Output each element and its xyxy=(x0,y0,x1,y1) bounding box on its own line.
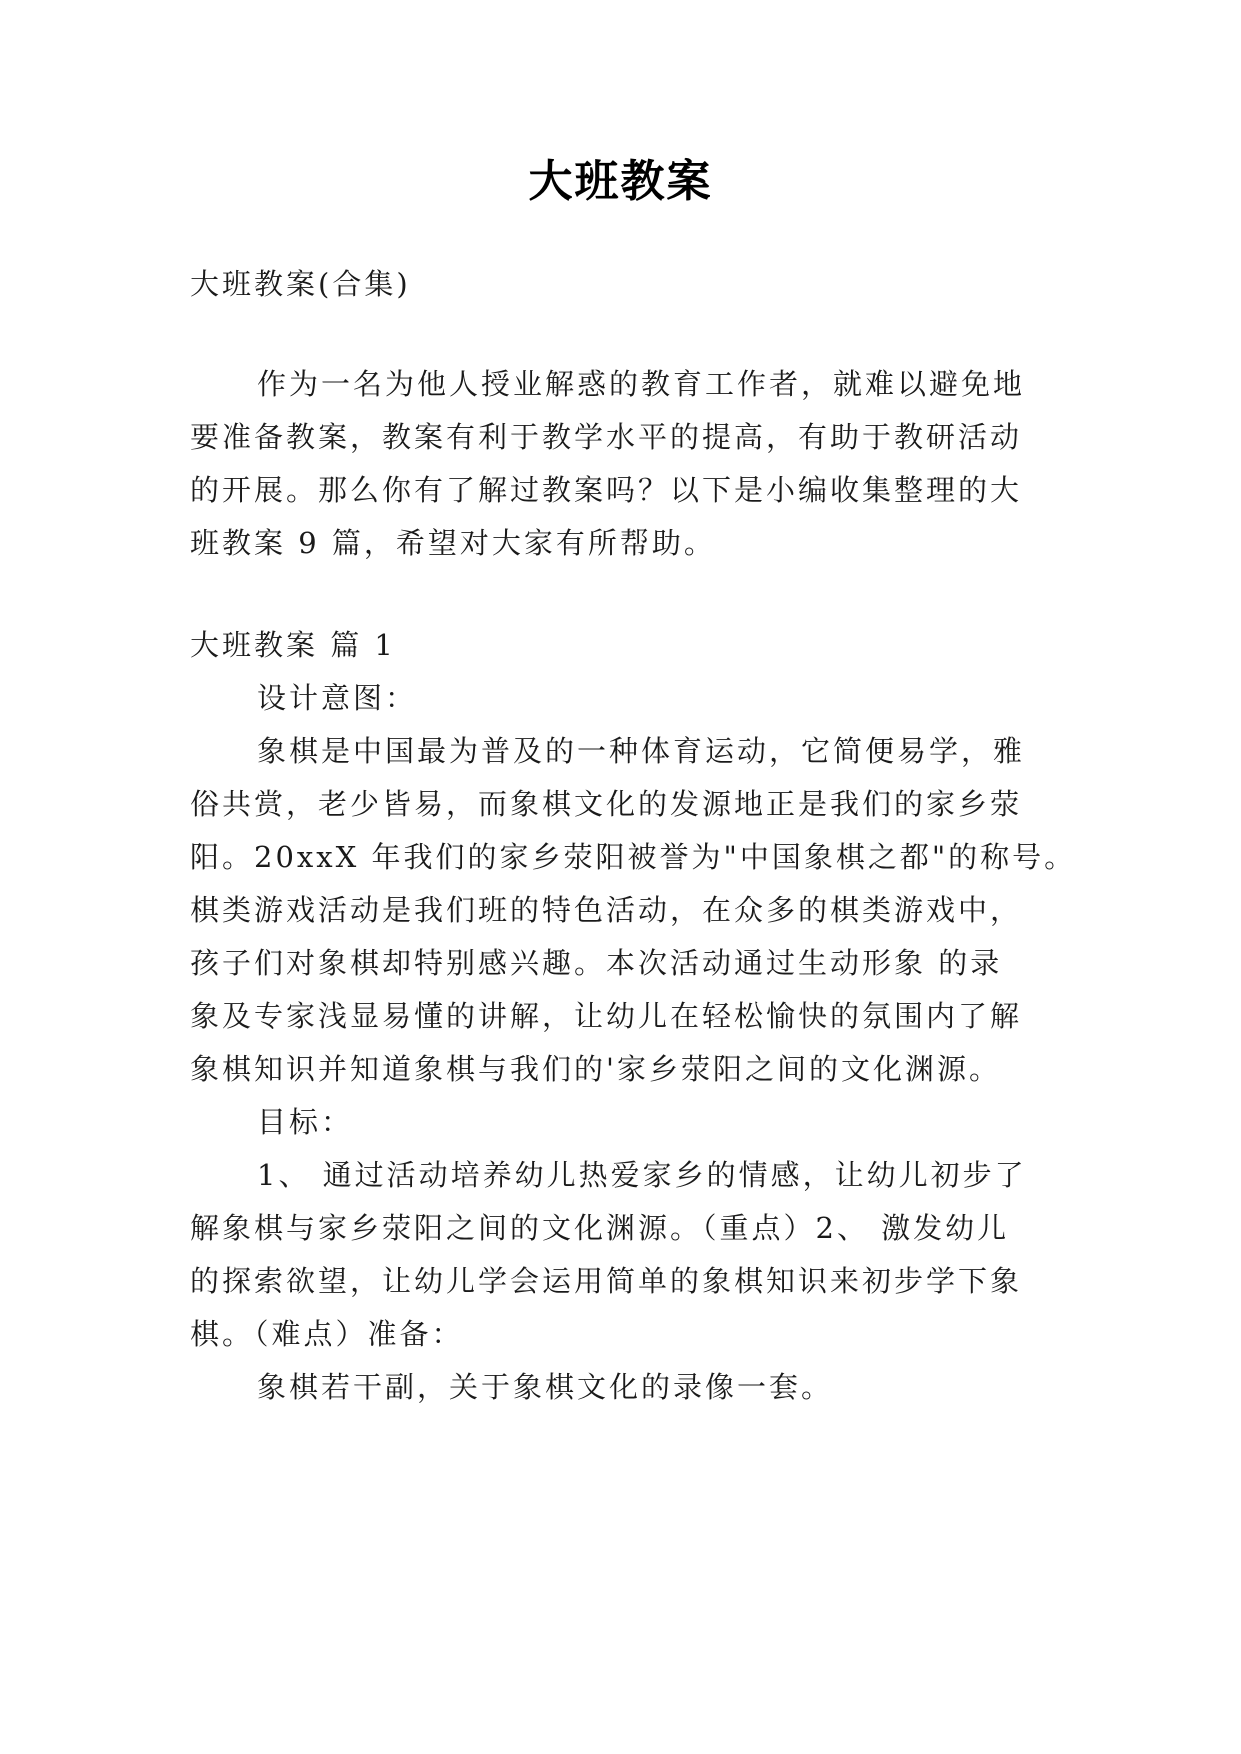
design-intent-label: 设计意图： xyxy=(257,681,418,715)
goal-line-3: 的探索欲望，让幼儿学会运用简单的象棋知识来初步学下象 xyxy=(190,1264,1023,1298)
preparation-line: 象棋若干副，关于象棋文化的录像一套。 xyxy=(257,1370,834,1404)
body-line-3: 阳。20xxX 年我们的家乡荥阳被誉为"中国象棋之都"的称号。 xyxy=(190,840,1077,874)
goal-line-2: 解象棋与家乡荥阳之间的文化渊源。（重点）2、 激发幼儿 xyxy=(190,1211,1010,1245)
body-line-4: 棋类游戏活动是我们班的特色活动，在众多的棋类游戏中， xyxy=(190,893,1023,927)
body-line-6: 象及专家浅显易懂的讲解，让幼儿在轻松愉快的氛围内了解 xyxy=(190,999,1023,1033)
goal-line-1: 1、 通过活动培养幼儿热爱家乡的情感，让幼儿初步了 xyxy=(257,1158,1027,1192)
document-title: 大班教案 xyxy=(528,156,713,207)
intro-line-4: 班教案 9 篇，希望对大家有所帮助。 xyxy=(190,526,716,560)
section-heading: 大班教案 篇 1 xyxy=(190,628,396,662)
intro-line-1: 作为一名为他人授业解惑的教育工作者，就难以避免地 xyxy=(257,367,1026,401)
goals-label: 目标： xyxy=(257,1105,354,1139)
body-line-2: 俗共赏，老少皆易，而象棋文化的发源地正是我们的家乡荥 xyxy=(190,787,1023,821)
subtitle-line: 大班教案(合集) xyxy=(190,267,411,301)
intro-line-2: 要准备教案，教案有利于教学水平的提高，有助于教研活动 xyxy=(190,420,1023,454)
goal-line-4: 棋。（难点）准备： xyxy=(190,1317,464,1351)
body-line-1: 象棋是中国最为普及的一种体育运动，它简便易学，雅 xyxy=(257,734,1026,768)
body-line-7: 象棋知识并知道象棋与我们的'家乡荥阳之间的文化渊源。 xyxy=(190,1052,1001,1086)
intro-line-3: 的开展。那么你有了解过教案吗？以下是小编收集整理的大 xyxy=(190,473,1023,507)
body-line-5: 孩子们对象棋却特别感兴趣。本次活动通过生动形象 的录 xyxy=(190,946,1003,980)
